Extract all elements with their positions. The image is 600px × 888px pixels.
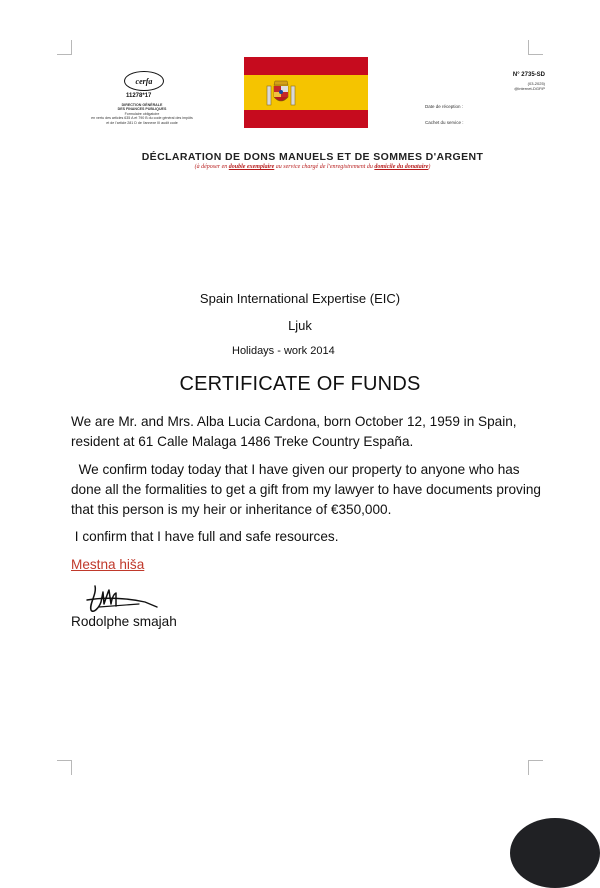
declaration-title: DÉCLARATION DE DONS MANUELS ET DE SOMMES D'ARGENT — [141, 151, 484, 163]
subtitle-emphasis: domicile du donataire — [374, 164, 429, 170]
crop-mark-bottom-left — [57, 760, 72, 775]
subtitle-part: au service chargé de l'enregistrement du — [274, 164, 375, 170]
flag-stripe-bottom — [244, 110, 368, 128]
paragraph-confirmation: We confirm today today that I have given our property to anyone who has done all the formalities to get a gift from my lawyer to have documents proving that this person is my heir or inheritance of €350,000. — [71, 462, 545, 517]
form-edition: (03-2025) — [527, 81, 545, 86]
dgfip-line: DES FINANCES PUBLIQUES — [117, 107, 167, 112]
declaration-subtitle — [100, 164, 525, 170]
certificate-title: CERTIFICATE OF FUNDS — [179, 373, 421, 395]
form-number: N° 2735-SD — [512, 72, 545, 78]
coat-of-arms-icon — [266, 79, 296, 107]
flag-stripe-top — [244, 57, 368, 75]
crop-mark-top-right — [528, 40, 543, 55]
spain-flag — [244, 57, 368, 128]
period-line: Holidays - work 2014 — [232, 345, 335, 357]
cerfa-number: 11278*17 — [126, 93, 152, 99]
form-ref: @internet-DGFiP — [514, 86, 545, 91]
subtitle-emphasis: double exemplaire — [228, 164, 275, 170]
signature-icon — [85, 580, 163, 616]
crop-mark-top-left — [57, 40, 72, 55]
subtitle-part: (à déposer en — [194, 164, 229, 170]
crop-mark-bottom-right — [528, 760, 543, 775]
stamp-label: Cachet du service : — [425, 120, 464, 125]
flag-stripe-middle — [244, 75, 368, 111]
signer-name: Rodolphe smajah — [71, 614, 177, 629]
organization-name: Spain International Expertise (EIC) — [199, 291, 401, 306]
dgfip-block — [80, 103, 204, 125]
dgfip-line: Formulaire obligatoire — [124, 111, 160, 116]
form-meta — [470, 81, 545, 91]
paragraph-resources: I confirm that I have full and safe resources. — [71, 529, 339, 544]
floating-badge — [510, 818, 600, 888]
cerfa-logo: cerfa — [124, 71, 164, 91]
dgfip-line: et de l'article 281 D de l'annexe III audit code — [106, 120, 178, 125]
city-name: Ljuk — [288, 318, 312, 333]
town-hall-link[interactable]: Mestna hiša — [71, 557, 145, 572]
paragraph-identity: We are Mr. and Mrs. Alba Lucia Cardona, born October 12, 1959 in Spain, resident at 61 Calle Malaga 1486 Treke Country España. — [71, 414, 517, 449]
subtitle-part: ) — [428, 164, 431, 170]
dgfip-line: DIRECTION GÉNÉRALE — [121, 103, 163, 107]
dgfip-line: en vertu des articles 635 A et 790 B du code général des impôts — [91, 116, 193, 121]
reception-date-label: Date de réception : — [425, 104, 464, 109]
